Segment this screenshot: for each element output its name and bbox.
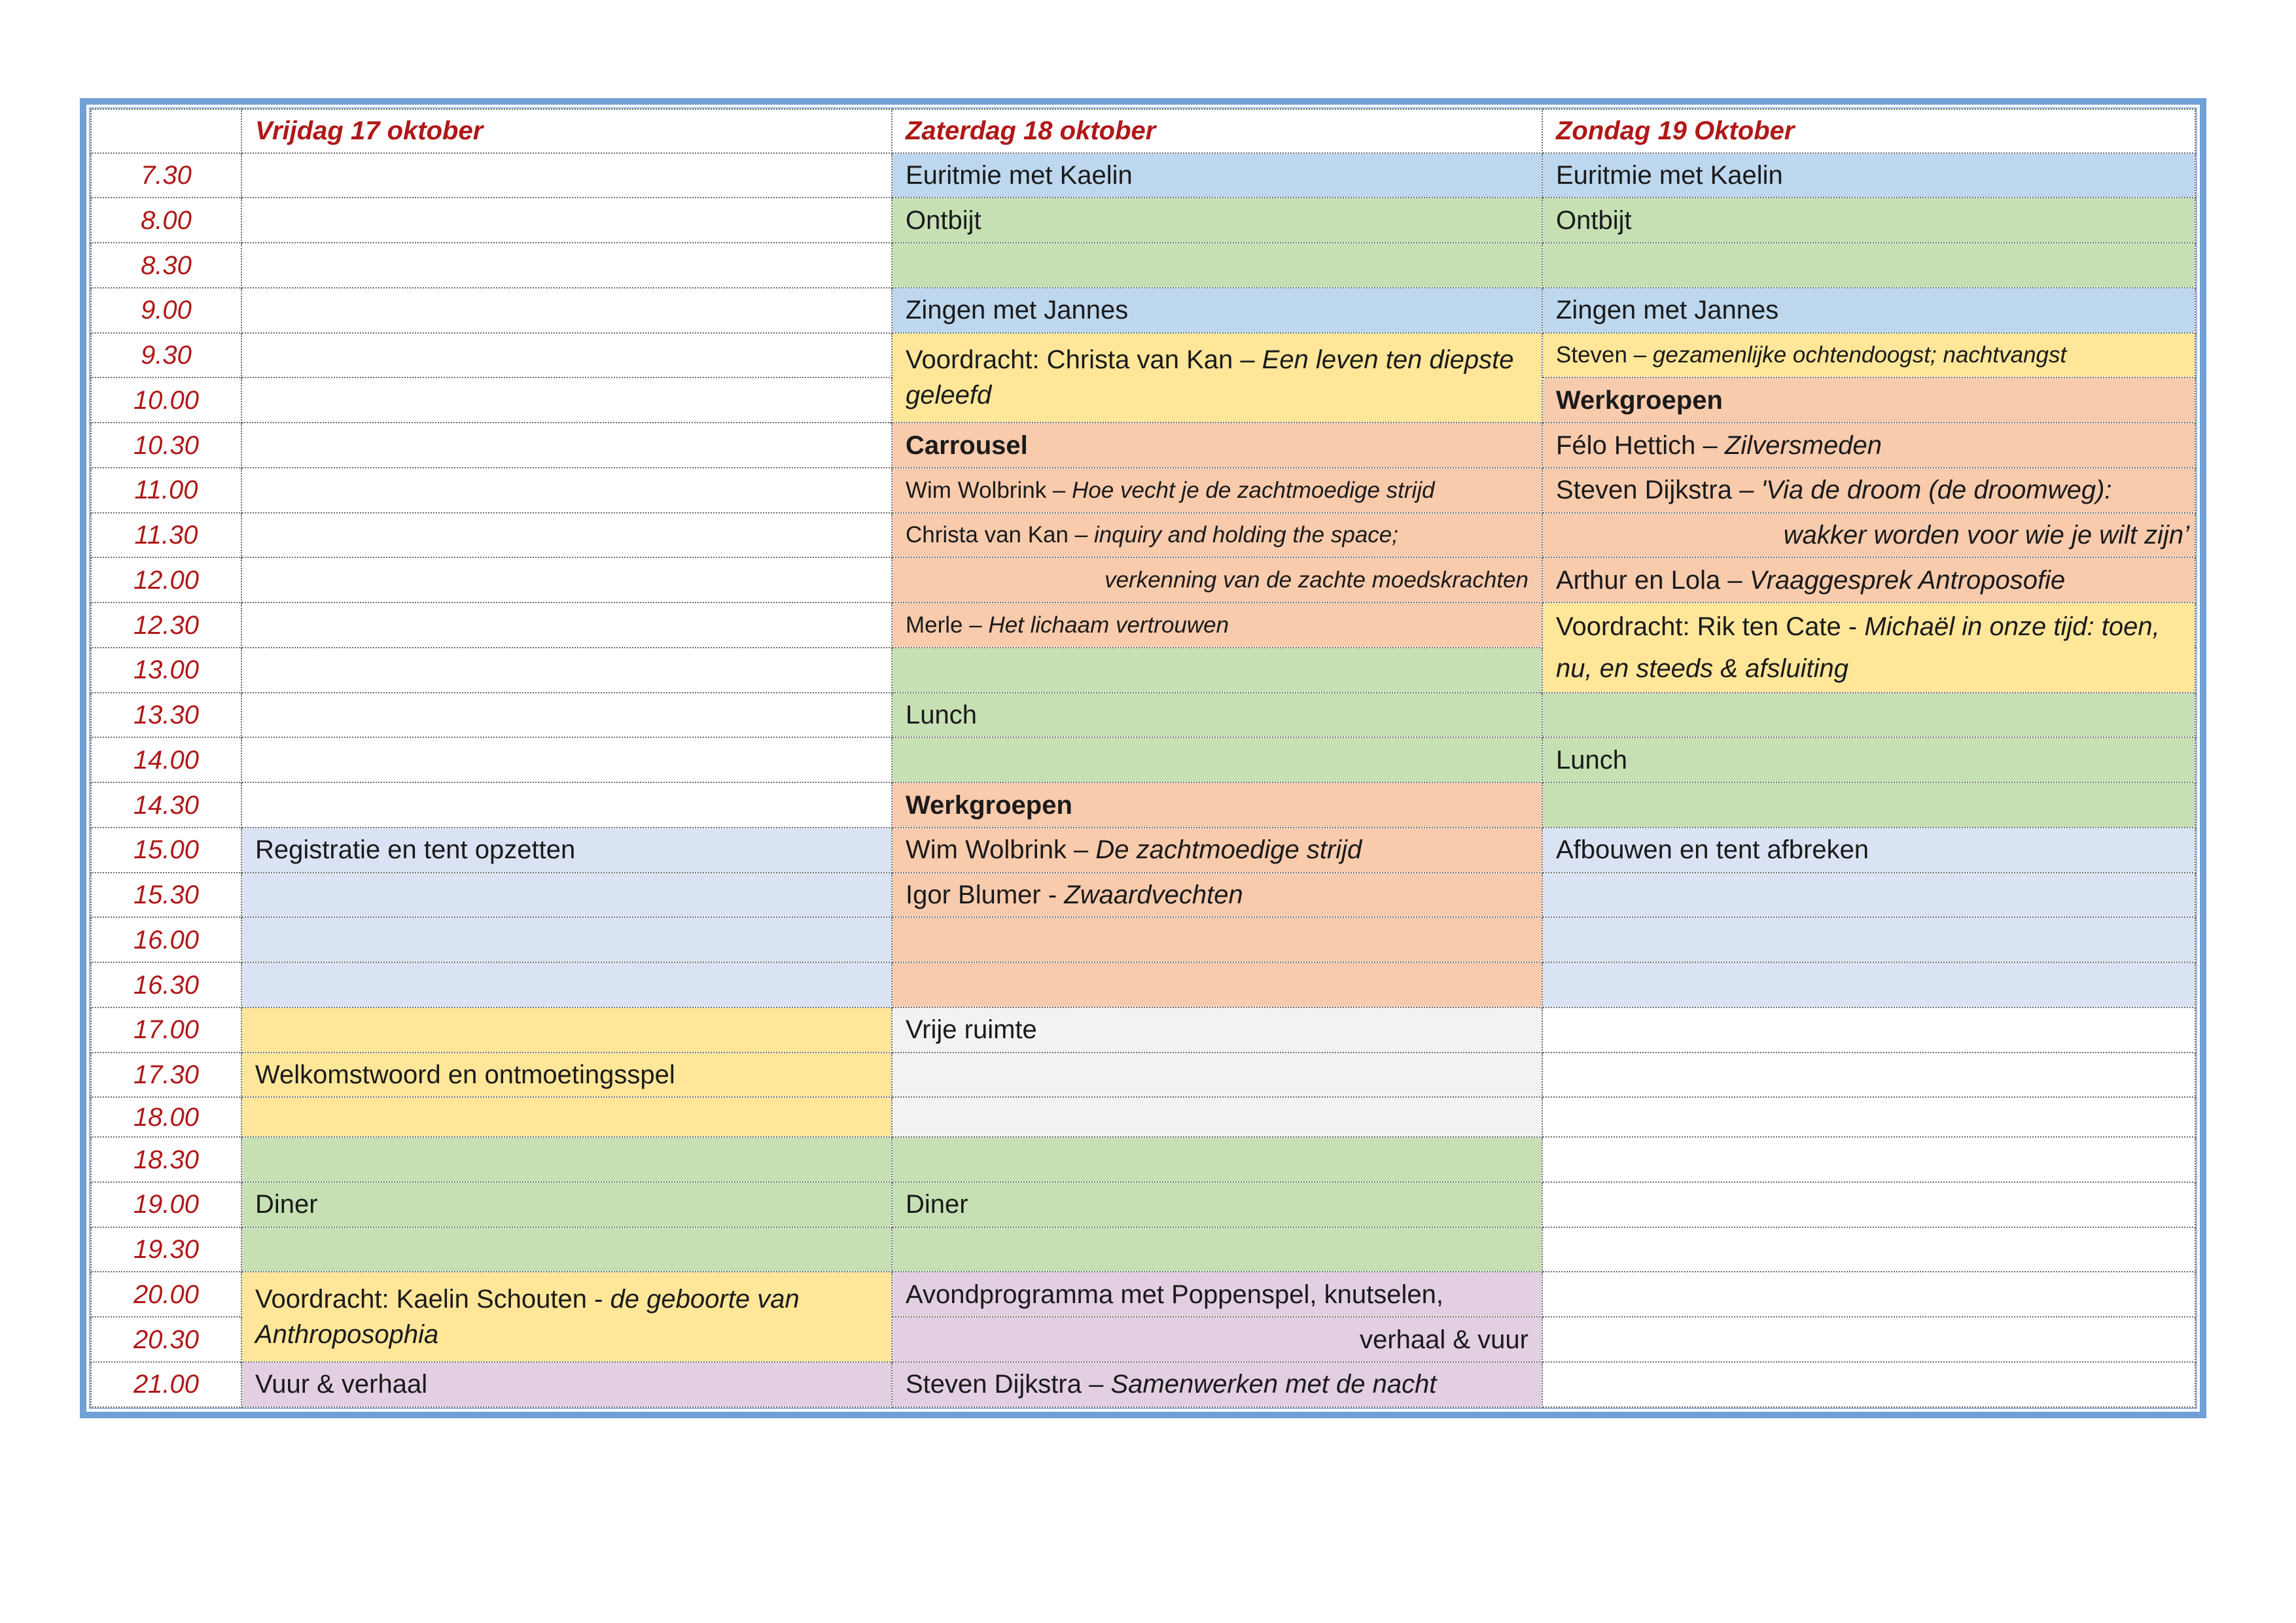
time-label: 9.00: [91, 288, 241, 333]
sun-steven-title: gezamenlijke ochtendoogst; nachtvangst: [1652, 342, 2067, 368]
sat-wim2-name: Wim Wolbrink –: [906, 835, 1096, 865]
table-row: [91, 423, 2195, 468]
time-label: 10.00: [91, 377, 241, 423]
sat-cell: [892, 917, 1542, 962]
sun-cell: [1542, 243, 2195, 288]
table-row: [91, 513, 2195, 558]
friday-cell: [241, 333, 892, 378]
corner-cell: [91, 109, 241, 153]
header-friday: Vrijdag 17 oktober: [241, 109, 892, 153]
sun-euritmie: Euritmie met Kaelin: [1542, 153, 2195, 198]
table-row: [91, 557, 2195, 602]
time-label: 16.00: [91, 917, 241, 962]
sun-dijkstra-line2: [1542, 513, 2195, 558]
friday-cell: [241, 1227, 892, 1272]
sat-voordracht-lead: Voordracht: Christa van Kan –: [906, 345, 1262, 375]
sat-cell: [892, 648, 1542, 693]
sat-cell: [892, 243, 1542, 288]
sat-diner: Diner: [892, 1182, 1542, 1227]
friday-cell: [241, 153, 892, 198]
sun-cell: [1542, 1053, 2195, 1098]
sun-steven-name: Steven –: [1556, 342, 1653, 368]
sat-euritmie: Euritmie met Kaelin: [892, 153, 1542, 198]
sun-felo: [1542, 423, 2195, 468]
time-label: 17.00: [91, 1007, 241, 1053]
sat-merle-name: Merle –: [906, 612, 989, 638]
table-row: [91, 737, 2195, 782]
sat-zingen: Zingen met Jannes: [892, 288, 1542, 333]
table-row: [91, 782, 2195, 828]
time-label: 14.00: [91, 737, 241, 782]
sun-cell: [1542, 1362, 2195, 1407]
sat-steven-name: Steven Dijkstra –: [906, 1370, 1111, 1399]
sat-ontbijt: Ontbijt: [892, 198, 1542, 243]
time-label: 7.30: [91, 153, 241, 198]
schedule-frame: [80, 98, 2206, 1418]
sun-cell: [1542, 873, 2195, 918]
sun-ontbijt: Ontbijt: [1542, 198, 2195, 243]
table-row: [91, 153, 2195, 198]
sun-arthur: [1542, 557, 2195, 602]
sun-rik: [1542, 602, 2195, 693]
sun-cell: [1542, 962, 2195, 1007]
time-label: 10.30: [91, 423, 241, 468]
sun-zingen: Zingen met Jannes: [1542, 288, 2195, 333]
sat-christa-line2: [892, 557, 1542, 602]
friday-cell: [241, 1097, 892, 1137]
sat-wim: [892, 468, 1542, 513]
sat-cell: [892, 737, 1542, 782]
sun-arthur-name: Arthur en Lola –: [1556, 565, 1750, 595]
friday-cell: [241, 1137, 892, 1182]
sat-wim2: [892, 828, 1542, 873]
table-row: [91, 288, 2195, 333]
fri-voordracht-lead: Voordracht: Kaelin Schouten -: [255, 1285, 610, 1314]
table-row: [91, 1137, 2195, 1182]
time-label: 19.30: [91, 1227, 241, 1272]
fri-registratie: Registratie en tent opzetten: [241, 828, 892, 873]
friday-cell: [241, 1007, 892, 1053]
sun-lunch: Lunch: [1542, 737, 2195, 782]
table-row: [91, 1362, 2195, 1407]
sat-merle: [892, 602, 1542, 648]
time-label: 21.00: [91, 1362, 241, 1407]
friday-cell: [241, 513, 892, 558]
sat-cell: [892, 1137, 1542, 1182]
sat-igor-name: Igor Blumer -: [906, 881, 1065, 910]
sun-cell: [1542, 782, 2195, 828]
table-row: [91, 602, 2195, 648]
sat-igor: [892, 873, 1542, 918]
sun-dijkstra-line1: [1542, 468, 2195, 513]
table-row: [91, 468, 2195, 513]
friday-cell: [241, 468, 892, 513]
schedule-table: [90, 109, 2196, 1408]
table-row: [91, 873, 2195, 918]
time-label: 11.00: [91, 468, 241, 513]
sat-christa-title2: verkenning van de zachte moedskrachten: [1104, 567, 1528, 593]
sat-christa-line1: [892, 513, 1542, 558]
friday-cell: [241, 198, 892, 243]
table-row: [91, 1272, 2195, 1317]
table-row: [91, 243, 2195, 288]
sun-cell: [1542, 1182, 2195, 1227]
fri-welkom: Welkomstwoord en ontmoetingsspel: [241, 1053, 892, 1098]
table-row: [91, 333, 2195, 378]
sun-cell: [1542, 1137, 2195, 1182]
sat-wim-title: Hoe vecht je de zachtmoedige strijd: [1072, 477, 1435, 503]
fri-voordracht-title: de geboorte van Anthroposophia: [255, 1285, 800, 1350]
table-row: [91, 1227, 2195, 1272]
friday-cell: [241, 557, 892, 602]
sun-cell: [1542, 693, 2195, 738]
sat-cell: [892, 1053, 1542, 1098]
sat-avond-line1: Avondprogramma met Poppenspel, knutselen,: [892, 1272, 1542, 1317]
sat-cell: [892, 1097, 1542, 1137]
sun-afbouwen: Afbouwen en tent afbreken: [1542, 828, 2195, 873]
friday-cell: [241, 962, 892, 1007]
sat-christa-name: Christa van Kan –: [906, 522, 1094, 548]
sun-felo-title: Zilversmeden: [1724, 430, 1882, 460]
time-label: 16.30: [91, 962, 241, 1007]
fri-voordracht: [241, 1272, 892, 1362]
sat-steven-title: Samenwerken met de nacht: [1110, 1370, 1437, 1399]
friday-cell: [241, 737, 892, 782]
time-label: 18.00: [91, 1097, 241, 1137]
sat-voordracht-title: Een leven ten diepste geleefd: [906, 345, 1514, 410]
sat-vrije: Vrije ruimte: [892, 1007, 1542, 1053]
sat-steven: [892, 1362, 1542, 1407]
sat-igor-title: Zwaardvechten: [1064, 881, 1243, 910]
sat-cell: [892, 962, 1542, 1007]
friday-cell: [241, 602, 892, 648]
sat-lunch: Lunch: [892, 693, 1542, 738]
time-label: 12.30: [91, 602, 241, 648]
table-row: [91, 1007, 2195, 1053]
sun-cell: [1542, 1227, 2195, 1272]
sun-cell: [1542, 1007, 2195, 1053]
sun-rik-lead: Voordracht: Rik ten Cate -: [1556, 612, 1865, 641]
header-row: [91, 109, 2195, 153]
sun-cell: [1542, 1097, 2195, 1137]
fri-diner: Diner: [241, 1182, 892, 1227]
schedule-inner-border: [89, 107, 2197, 1409]
friday-cell: [241, 377, 892, 423]
sun-felo-name: Félo Hettich –: [1556, 430, 1725, 460]
time-label: 8.00: [91, 198, 241, 243]
time-label: 15.00: [91, 828, 241, 873]
time-label: 9.30: [91, 333, 241, 378]
sat-christa-title1: inquiry and holding the space;: [1093, 522, 1398, 548]
sun-cell: [1542, 1317, 2195, 1362]
friday-cell: [241, 423, 892, 468]
friday-cell: [241, 288, 892, 333]
sat-wim2-title: De zachtmoedige strijd: [1095, 835, 1362, 865]
time-label: 15.30: [91, 873, 241, 918]
sun-cell: [1542, 917, 2195, 962]
time-label: 13.00: [91, 648, 241, 693]
table-row: [91, 1097, 2195, 1137]
time-label: 19.00: [91, 1182, 241, 1227]
sat-wim-name: Wim Wolbrink –: [906, 477, 1072, 503]
table-row: [91, 693, 2195, 738]
sat-werkgroepen: Werkgroepen: [892, 782, 1542, 828]
table-row: [91, 962, 2195, 1007]
header-sunday: Zondag 19 Oktober: [1542, 109, 2195, 153]
time-label: 13.30: [91, 693, 241, 738]
sun-dijkstra-name: Steven Dijkstra –: [1556, 476, 1761, 505]
time-label: 20.30: [91, 1317, 241, 1362]
sun-dijkstra-title1: 'Via de droom (de droomweg):: [1761, 476, 2112, 505]
friday-cell: [241, 917, 892, 962]
friday-cell: [241, 782, 892, 828]
friday-cell: [241, 648, 892, 693]
sat-merle-title: Het lichaam vertrouwen: [988, 612, 1229, 638]
sun-arthur-title: Vraaggesprek Antroposofie: [1749, 565, 2066, 595]
friday-cell: [241, 873, 892, 918]
sun-rik-title: Michaël in onze tijd: toen, nu, en steeds & afsluiting: [1556, 612, 2160, 683]
sat-voordracht: [892, 333, 1542, 423]
time-label: 17.30: [91, 1053, 241, 1098]
sun-steven: [1542, 333, 2195, 378]
time-label: 11.30: [91, 513, 241, 558]
table-row: [91, 1182, 2195, 1227]
sun-cell: [1542, 1272, 2195, 1317]
time-label: 18.30: [91, 1137, 241, 1182]
sun-werkgroepen: Werkgroepen: [1542, 377, 2195, 423]
sun-dijkstra-title2: wakker worden voor wie je wilt zijn’: [1783, 521, 2189, 550]
time-label: 12.00: [91, 557, 241, 602]
sat-cell: [892, 1227, 1542, 1272]
table-row: [91, 917, 2195, 962]
friday-cell: [241, 243, 892, 288]
sat-avond-line2: verhaal & vuur: [892, 1317, 1542, 1362]
friday-cell: [241, 693, 892, 738]
header-saturday: Zaterdag 18 oktober: [892, 109, 1542, 153]
time-label: 20.00: [91, 1272, 241, 1317]
sat-carrousel: Carrousel: [892, 423, 1542, 468]
time-label: 14.30: [91, 782, 241, 828]
time-label: 8.30: [91, 243, 241, 288]
fri-vuur: Vuur & verhaal: [241, 1362, 892, 1407]
table-row: [91, 828, 2195, 873]
table-row: [91, 1053, 2195, 1098]
table-row: [91, 198, 2195, 243]
